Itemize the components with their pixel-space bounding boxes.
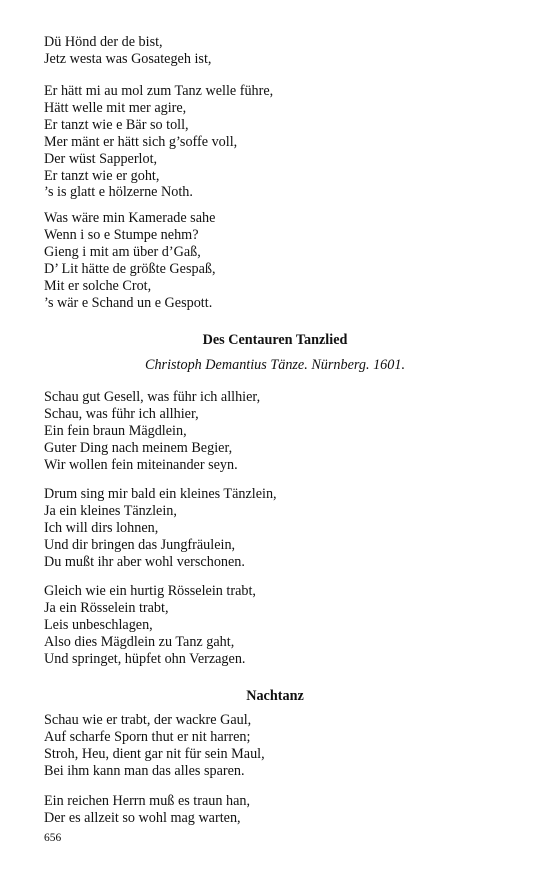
verse-line: Wir wollen fein miteinander seyn.: [44, 456, 238, 473]
verse-line: Mit er solche Crot,: [44, 277, 152, 294]
verse-line: Du mußt ihr aber wohl verschonen.: [44, 553, 245, 570]
poem-title-centauren: Des Centauren Tanzlied: [202, 332, 348, 348]
verse-line: Er tanzt wie er goht,: [44, 167, 160, 184]
stanza-5: [44, 486, 277, 571]
verse-line: Ein fein braun Mägdlein,: [44, 422, 187, 439]
verse-line: Und springet, hüpfet ohn Verzagen.: [44, 650, 246, 667]
verse-line: Schau gut Gesell, was führ ich allhier,: [44, 389, 261, 405]
verse-line: Drum sing mir bald ein kleines Tänzlein,: [44, 486, 277, 502]
verse-line: ’s is glatt e hölzerne Noth.: [44, 184, 193, 201]
stanza-1: [44, 34, 211, 68]
stanza-6: [44, 583, 256, 668]
stanza-2: [44, 83, 273, 201]
poem-source-citation: Christoph Demantius Tänze. Nürnberg. 1601.: [145, 357, 405, 373]
verse-line: Wenn i so e Stumpe nehm?: [44, 226, 199, 243]
verse-line: Ich will dirs lohnen,: [44, 519, 159, 536]
verse-line: ’s wär e Schand un e Gespott.: [44, 294, 213, 311]
verse-line: Ein reichen Herrn muß es traun han,: [44, 793, 251, 809]
verse-line: Schau, was führ ich allhier,: [44, 405, 199, 422]
verse-line: Auf scharfe Sporn thut er nit harren;: [44, 728, 251, 745]
verse-line: Guter Ding nach meinem Begier,: [44, 439, 233, 456]
verse-line: Und dir bringen das Jungfräulein,: [44, 536, 236, 553]
stanza-3: [44, 210, 216, 311]
verse-line: Dü Hönd der de bist,: [44, 34, 163, 50]
verse-line: Gleich wie ein hurtig Rösselein trabt,: [44, 583, 256, 599]
verse-line: Der wüst Sapperlot,: [44, 150, 158, 167]
verse-line: Leis unbeschlagen,: [44, 616, 153, 633]
poem-title-nachtanz: Nachtanz: [246, 688, 304, 704]
verse-line: Stroh, Heu, dient gar nit für sein Maul,: [44, 745, 265, 762]
verse-line: Er hätt mi au mol zum Tanz welle führe,: [44, 83, 274, 99]
verse-line: Gieng i mit am über d’Gaß,: [44, 243, 201, 260]
verse-line: Er tanzt wie e Bär so toll,: [44, 116, 189, 133]
verse-line: Ja ein Rösselein trabt,: [44, 599, 169, 616]
verse-line: Schau wie er trabt, der wackre Gaul,: [44, 712, 252, 728]
page-number: 656: [44, 832, 62, 844]
verse-line: Ja ein kleines Tänzlein,: [44, 502, 177, 519]
verse-line: Hätt welle mit mer agire,: [44, 99, 187, 116]
verse-line: Also dies Mägdlein zu Tanz gaht,: [44, 633, 235, 650]
verse-line: Bei ihm kann man das alles sparen.: [44, 762, 245, 779]
verse-line: Was wäre min Kamerade sahe: [44, 210, 216, 226]
stanza-7: [44, 712, 265, 780]
stanza-4: [44, 389, 260, 474]
stanza-8: [44, 793, 250, 827]
verse-line: Der es allzeit so wohl mag warten,: [44, 809, 241, 826]
verse-line: Mer mänt er hätt sich g’soffe voll,: [44, 133, 238, 150]
verse-line: Jetz westa was Gosategeh ist,: [44, 50, 212, 67]
verse-line: D’ Lit hätte de größte Gespaß,: [44, 260, 216, 277]
